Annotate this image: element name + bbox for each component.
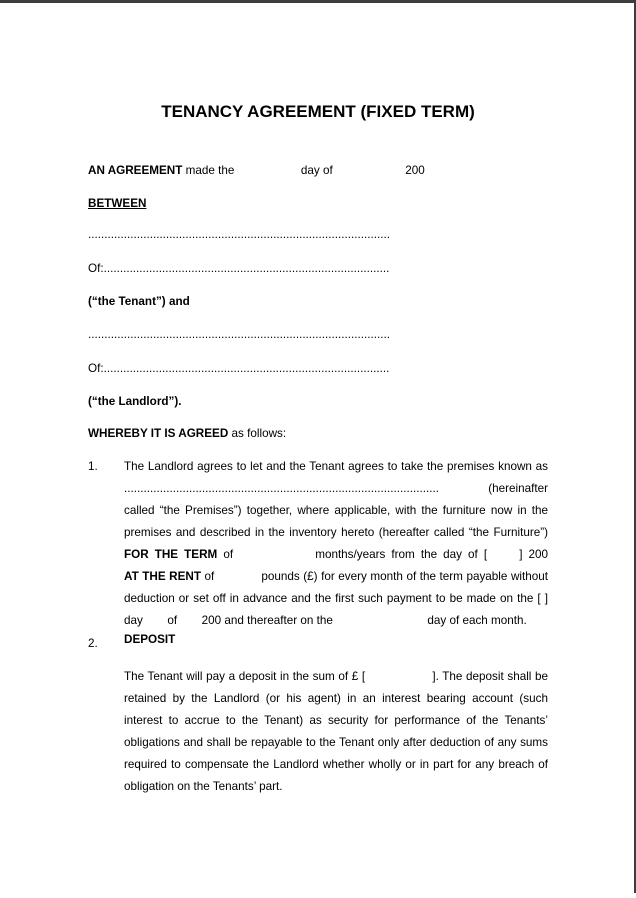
- term-day-blank-field: [493, 557, 513, 558]
- clause-2-line-4: obligations and shall be repayable to the Tenant only after deduction of any sums: [124, 736, 548, 749]
- page-top-edge: [0, 0, 636, 3]
- clause-1-line-3: called “the Premises”) together, where applicable, with the furniture now in the: [124, 504, 548, 517]
- clause-1-line-7: deduction or set off in advance and the first such payment to be made on the [ ]: [124, 592, 548, 605]
- tenant-name-dotted-line: .............................................................................................: [88, 228, 390, 241]
- deposit-sum-end-text: ]. The deposit shall be: [432, 670, 549, 683]
- clause-2-heading-row: [88, 633, 548, 650]
- term-of-text: of: [223, 548, 234, 561]
- term-year-text: ] 200: [519, 548, 549, 561]
- landlord-name-dotted-line: .............................................................................................: [88, 328, 390, 341]
- clause-2-body: [124, 666, 548, 798]
- payment-of-text: of: [167, 614, 178, 627]
- between-label: BETWEEN: [88, 197, 147, 210]
- premises-dotted-blank: .................................................................................................: [124, 482, 439, 495]
- clause-1-line-2: [124, 478, 548, 500]
- clause-2-paragraph: [88, 666, 548, 798]
- clause-2-line-2: retained by the Landlord (or his agent) in an interest bearing account (such: [124, 692, 548, 705]
- deposit-sum-text: The Tenant will pay a deposit in the sum of £ [: [124, 670, 366, 683]
- monthly-day-blank-field: [336, 623, 424, 624]
- day-blank-field: [238, 173, 298, 174]
- landlord-label: (“the Landlord”).: [88, 395, 182, 408]
- made-the-text: made the: [185, 164, 235, 177]
- landlord-address-dotted-line: Of:........................................................................................: [88, 362, 390, 375]
- clause-1-body: [124, 456, 548, 632]
- between-heading: [88, 196, 548, 211]
- day-of-text: day of: [300, 164, 333, 177]
- clause-1-line-8: [124, 610, 548, 632]
- payment-rest-text: 200 and thereafter on the: [201, 614, 333, 627]
- clause-2-line-6: obligation on the Tenants’ part.: [124, 780, 283, 793]
- rent-amount-blank-field: [218, 579, 258, 580]
- rent-of-text: of: [204, 570, 215, 583]
- clause-1: [88, 456, 548, 632]
- deposit-amount-blank-field: [369, 679, 429, 680]
- year-text: 200: [405, 164, 425, 177]
- rent-rest-text: pounds (£) for every month of the term payable without: [261, 570, 548, 583]
- at-the-rent-label: AT THE RENT: [124, 570, 201, 583]
- clause-2-line-5: required to compensate the Landlord whether wholly or in part for any breach of: [124, 758, 548, 771]
- payment-day-text: day: [124, 614, 143, 627]
- clause-2-line-1: [124, 666, 548, 688]
- deposit-heading-label: DEPOSIT: [124, 633, 176, 646]
- month-blank-field: [336, 173, 402, 174]
- tenant-label: (“the Tenant”) and: [88, 295, 190, 308]
- document-title: TENANCY AGREEMENT (FIXED TERM): [161, 102, 475, 121]
- payment-year-blank-field: [180, 623, 198, 624]
- clause-1-line-5: [124, 544, 548, 566]
- tenant-label-line: [88, 294, 548, 309]
- clause-1-line-6: [124, 566, 548, 588]
- term-length-blank-field: [239, 557, 309, 558]
- an-agreement-label: AN AGREEMENT: [88, 164, 183, 177]
- whereby-heading: [88, 426, 548, 441]
- term-rest-text: months/years from the day of [: [315, 548, 488, 561]
- whereby-bold-text: WHEREBY IT IS AGREED: [88, 427, 229, 440]
- payment-end-text: day of each month.: [427, 614, 527, 627]
- clause-1-number: 1.: [88, 460, 98, 473]
- landlord-label-line: [88, 394, 548, 409]
- agreement-made-line: [88, 163, 548, 178]
- as-follows-text: as follows:: [231, 427, 287, 440]
- payment-day-blank-field: [146, 623, 164, 624]
- hereinafter-text: (hereinafter: [488, 482, 548, 495]
- clause-1-line-1: The Landlord agrees to let and the Tenant agrees to take the premises known as: [124, 460, 548, 473]
- clause-2-line-3: interest to accrue to the Tenant) as security for performance of the Tenants’: [124, 714, 548, 727]
- clause-2-number: 2.: [88, 637, 98, 650]
- clause-2-heading: [124, 633, 548, 646]
- clause-1-line-4: premises and described in the inventory hereto (hereafter called “the Furniture”): [124, 526, 548, 539]
- for-the-term-label: FOR THE TERM: [124, 548, 218, 561]
- tenant-address-dotted-line: Of:........................................................................................: [88, 262, 390, 275]
